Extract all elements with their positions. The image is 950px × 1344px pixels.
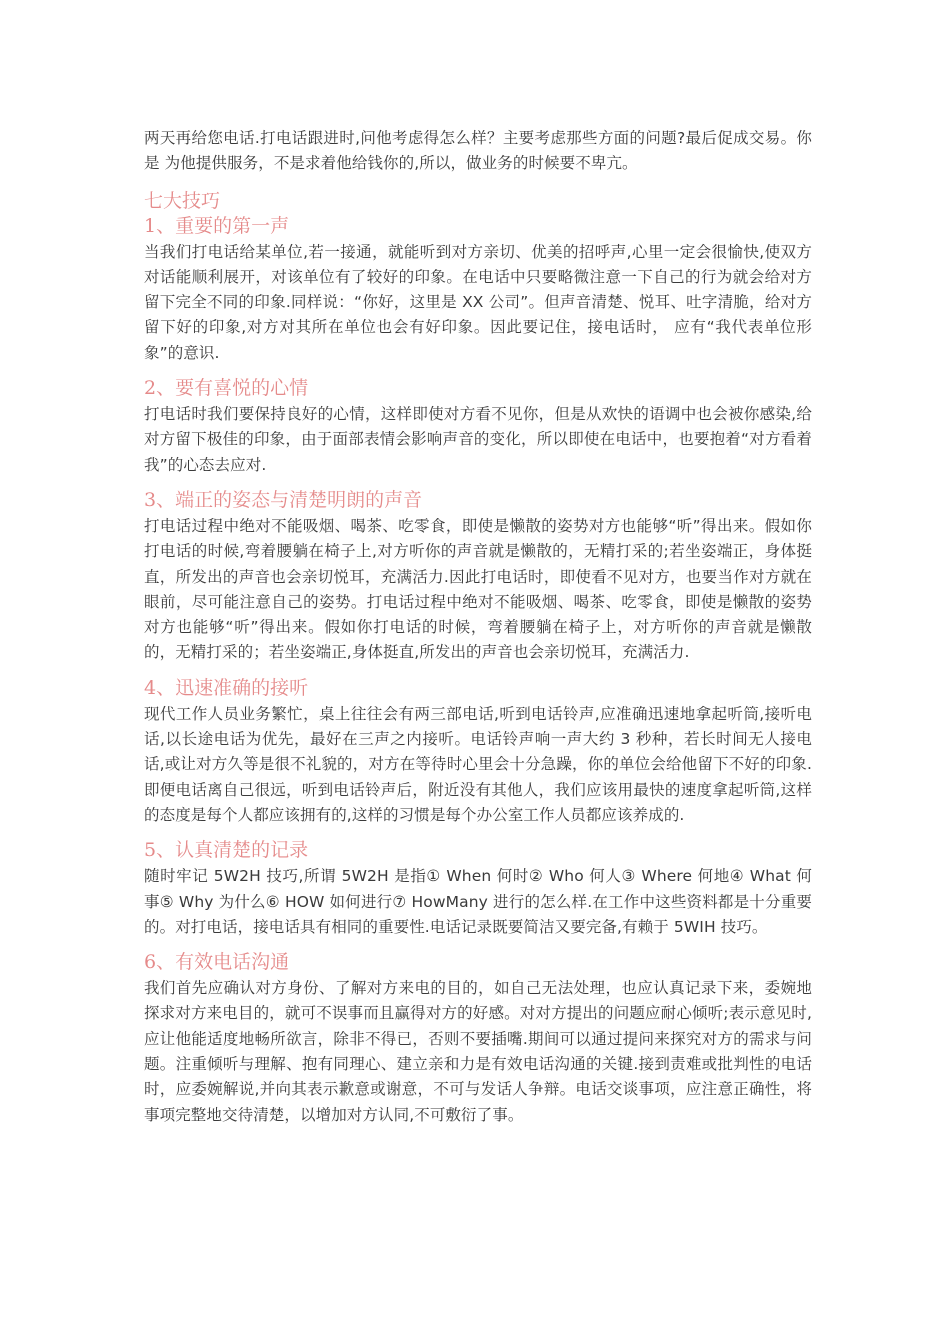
document-page bbox=[144, 126, 812, 1128]
section-5 bbox=[144, 838, 812, 940]
section-2 bbox=[144, 376, 812, 478]
section-4 bbox=[144, 676, 812, 828]
section-body: 现代工作人员业务繁忙，桌上往往会有两三部电话,听到电话铃声,应准确迅速地拿起听筒,接听电话,以长途电话为优先，最好在三声之内接听。电话铃声响一声大约 3 秒种，若长时间无人接电话,或让对方久等是很不礼貌的，对方在等待时心里会十分急躁，你的单位会给他留下不好的印象.即便电话离自己很远，听到电话铃声后，附近没有其他人，我们应该用最快的速度拿起听筒,这样的态度是每个人都应该拥有的,这样的习惯是每个办公室工作人员都应该养成的. bbox=[144, 704, 812, 824]
section-title: 5、认真清楚的记录 bbox=[144, 839, 309, 862]
section-6 bbox=[144, 950, 812, 1128]
section-title: 6、有效电话沟通 bbox=[144, 951, 290, 974]
section-title: 1、重要的第一声 bbox=[144, 214, 290, 237]
main-title: 七大技巧 bbox=[144, 189, 221, 212]
section-3 bbox=[144, 488, 812, 666]
section-body: 打电话时我们要保持良好的心情，这样即使对方看不见你，但是从欢快的语调中也会被你感染,给对方留下极佳的印象，由于面部表情会影响声音的变化，所以即使在电话中，也要抱着“对方看着我”的心态去应对. bbox=[144, 405, 812, 474]
section-1 bbox=[144, 214, 812, 366]
section-title: 2、要有喜悦的心情 bbox=[144, 377, 309, 400]
section-body: 打电话过程中绝对不能吸烟、喝茶、吃零食，即使是懒散的姿势对方也能够“听”得出来。假如你打电话的时候,弯着腰躺在椅子上,对方听你的声音就是懒散的，无精打采的;若坐姿端正，身体挺直，所发出的声音也会亲切悦耳，充满活力.因此打电话时，即使看不见对方，也要当作对方就在眼前，尽可能注意自己的姿势。打电话过程中绝对不能吸烟、喝茶、吃零食，即使是懒散的姿势对方也能够“听”得出来。假如你打电话的时候，弯着腰躺在椅子上，对方听你的声音就是懒散的，无精打采的；若坐姿端正,身体挺直,所发出的声音也会亲切悦耳，充满活力. bbox=[144, 516, 812, 662]
intro-paragraph: 两天再给您电话.打电话跟进时,问他考虑得怎么样？主要考虑那些方面的问题?最后促成交易。你是 为他提供服务，不是求着他给钱你的,所以，做业务的时候要不卑亢。 bbox=[144, 129, 812, 173]
section-body: 当我们打电话给某单位,若一接通，就能听到对方亲切、优美的招呼声,心里一定会很愉快,使双方对话能顺利展开，对该单位有了较好的印象。在电话中只要略微注意一下自己的行为就会给对方留下完全不同的印象.同样说：“你好，这里是 XX 公司”。但声音清楚、悦耳、吐字清脆，给对方留下好的印象,对方对其所在单位也会有好印象。因此要记住，接电话时， 应有“我代表单位形象”的意识. bbox=[144, 242, 812, 362]
section-title: 4、迅速准确的接听 bbox=[144, 676, 309, 699]
section-title: 3、端正的姿态与清楚明朗的声音 bbox=[144, 488, 423, 511]
section-body: 随时牢记 5W2H 技巧,所谓 5W2H 是指① When 何时② Who 何人③ Where 何地④ What 何事⑤ Why 为什么⑥ HOW 如何进行⑦ HowMany 进行的怎么样.在工作中这些资料都是十分重要的。对打电话，接电话具有相同的重要性.电话记录既要简洁又要完备,有赖于 5WIH 技巧。 bbox=[144, 867, 812, 936]
section-body: 我们首先应确认对方身份、了解对方来电的目的，如自己无法处理，也应认真记录下来，委婉地探求对方来电目的，就可不误事而且赢得对方的好感。对对方提出的问题应耐心倾听;表示意见时,应让他能适度地畅所欲言，除非不得已，否则不要插嘴.期间可以通过提问来探究对方的需求与问题。注重倾听与理解、抱有同理心、建立亲和力是有效电话沟通的关键.接到责难或批判性的电话时，应委婉解说,并向其表示歉意或谢意，不可与发话人争辩。电话交谈事项，应注意正确性，将事项完整地交待清楚，以增加对方认同,不可敷衍了事。 bbox=[144, 979, 812, 1124]
